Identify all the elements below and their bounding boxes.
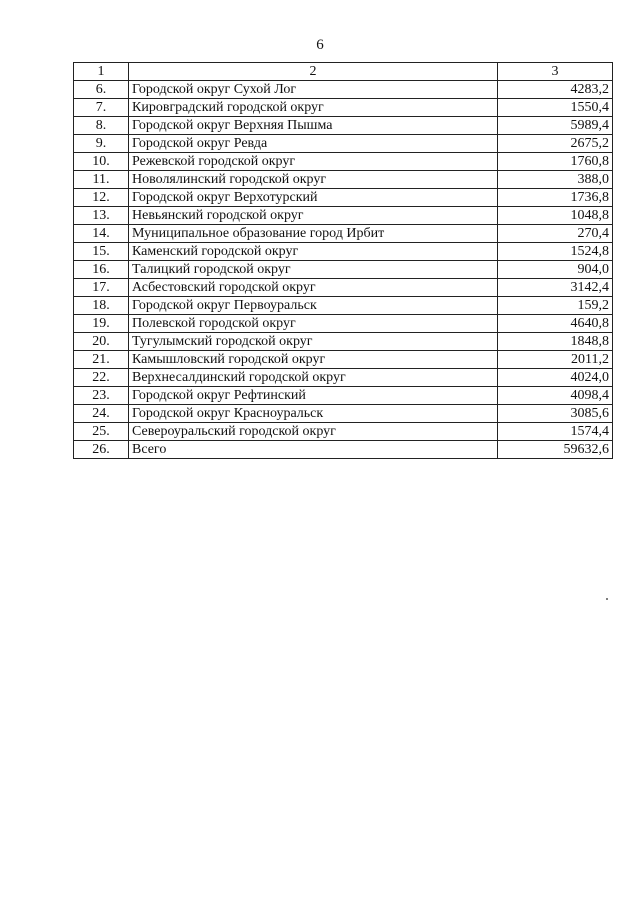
row-number: 6. [74, 81, 129, 99]
municipality-name: Городской округ Красноуральск [129, 405, 498, 423]
amount-value: 1848,8 [498, 333, 613, 351]
table-header-row [74, 63, 613, 81]
amount-value: 1524,8 [498, 243, 613, 261]
amount-value: 4640,8 [498, 315, 613, 333]
municipality-name: Муниципальное образование город Ирбит [129, 225, 498, 243]
table-row [74, 207, 613, 225]
municipality-name: Новолялинский городской округ [129, 171, 498, 189]
column-header-2: 2 [129, 63, 498, 81]
municipality-name: Городской округ Верхотурский [129, 189, 498, 207]
municipality-name: Асбестовский городской округ [129, 279, 498, 297]
page-number: 6 [316, 37, 324, 53]
table-row [74, 243, 613, 261]
row-number: 10. [74, 153, 129, 171]
scan-speck [606, 598, 608, 600]
row-number: 14. [74, 225, 129, 243]
amount-value: 904,0 [498, 261, 613, 279]
amount-value: 4098,4 [498, 387, 613, 405]
municipality-name: Режевской городской округ [129, 153, 498, 171]
table-row [74, 387, 613, 405]
table-body [74, 63, 613, 459]
amount-value: 1048,8 [498, 207, 613, 225]
municipality-name: Каменский городской округ [129, 243, 498, 261]
table-row [74, 297, 613, 315]
amount-value: 59632,6 [498, 441, 613, 459]
amount-value: 2011,2 [498, 351, 613, 369]
amount-value: 2675,2 [498, 135, 613, 153]
municipality-name: Кировградский городской округ [129, 99, 498, 117]
municipality-name: Невьянский городской округ [129, 207, 498, 225]
table-row [74, 261, 613, 279]
row-number: 9. [74, 135, 129, 153]
row-number: 15. [74, 243, 129, 261]
amount-value: 1736,8 [498, 189, 613, 207]
row-number: 19. [74, 315, 129, 333]
municipality-name: Талицкий городской округ [129, 261, 498, 279]
row-number: 12. [74, 189, 129, 207]
municipality-name: Всего [129, 441, 498, 459]
row-number: 21. [74, 351, 129, 369]
table-row [74, 135, 613, 153]
table-row [74, 279, 613, 297]
municipality-name: Камышловский городской округ [129, 351, 498, 369]
row-number: 24. [74, 405, 129, 423]
municipality-name: Городской округ Верхняя Пышма [129, 117, 498, 135]
row-number: 23. [74, 387, 129, 405]
table-row [74, 351, 613, 369]
table-row [74, 99, 613, 117]
table-row [74, 81, 613, 99]
column-header-1: 1 [74, 63, 129, 81]
amount-value: 4283,2 [498, 81, 613, 99]
municipality-name: Городской округ Рефтинский [129, 387, 498, 405]
municipality-name: Тугулымский городской округ [129, 333, 498, 351]
amount-value: 3085,6 [498, 405, 613, 423]
amount-value: 270,4 [498, 225, 613, 243]
table-row [74, 333, 613, 351]
amount-value: 5989,4 [498, 117, 613, 135]
table-row [74, 225, 613, 243]
amount-value: 1760,8 [498, 153, 613, 171]
row-number: 8. [74, 117, 129, 135]
row-number: 26. [74, 441, 129, 459]
table-row [74, 441, 613, 459]
table-row [74, 405, 613, 423]
table-row [74, 189, 613, 207]
table-row [74, 171, 613, 189]
municipality-name: Полевской городской округ [129, 315, 498, 333]
table-row [74, 369, 613, 387]
table-row [74, 315, 613, 333]
amount-value: 1574,4 [498, 423, 613, 441]
row-number: 16. [74, 261, 129, 279]
table-row [74, 117, 613, 135]
table-row [74, 423, 613, 441]
municipality-name: Городской округ Ревда [129, 135, 498, 153]
row-number: 13. [74, 207, 129, 225]
municipality-name: Городской округ Сухой Лог [129, 81, 498, 99]
municipality-name: Североуральский городской округ [129, 423, 498, 441]
row-number: 18. [74, 297, 129, 315]
municipality-name: Городской округ Первоуральск [129, 297, 498, 315]
column-header-3: 3 [498, 63, 613, 81]
municipality-name: Верхнесалдинский городской округ [129, 369, 498, 387]
amount-value: 159,2 [498, 297, 613, 315]
amount-value: 1550,4 [498, 99, 613, 117]
row-number: 20. [74, 333, 129, 351]
row-number: 25. [74, 423, 129, 441]
row-number: 11. [74, 171, 129, 189]
allocation-table [73, 62, 613, 459]
row-number: 7. [74, 99, 129, 117]
amount-value: 388,0 [498, 171, 613, 189]
row-number: 17. [74, 279, 129, 297]
row-number: 22. [74, 369, 129, 387]
table-row [74, 153, 613, 171]
amount-value: 3142,4 [498, 279, 613, 297]
amount-value: 4024,0 [498, 369, 613, 387]
